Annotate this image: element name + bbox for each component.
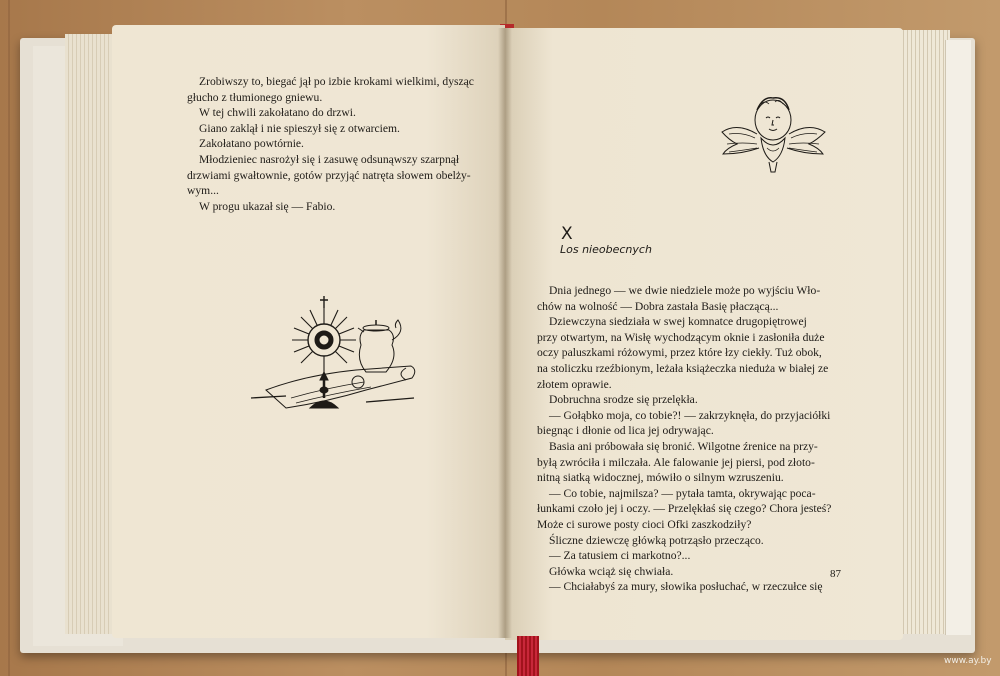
text-line: Zrobiwszy to, biegać jął po izbie krokami wielkimi, dysząc <box>199 75 474 88</box>
text-line: nitną siatką widocznej, mówiło o silnym wzruszeniu. <box>537 471 784 485</box>
text-line: wym... <box>187 184 219 198</box>
text-line: Główka wciąż się chwiała. <box>549 564 674 578</box>
left-page-text <box>187 74 474 214</box>
text-line: — Gołąbko moja, co tobie?! — zakrzyknęła, do przyjaciółki <box>549 408 831 422</box>
text-line: W progu ukazał się — Fabio. <box>199 199 336 213</box>
winged-cherub-illustration <box>717 92 829 178</box>
chapter-number: X <box>561 224 573 244</box>
text-line: drzwiami gwałtownie, gotów przyjąć natręta słowem obelży- <box>187 168 471 182</box>
text-line: Może ci surowe posty cioci Ofki zaszkodziły? <box>537 517 752 531</box>
text-line: Młodzieniec nasrożył się i zasuwę odsunąwszy szarpnął <box>199 152 460 166</box>
text-line: — Chciałabyś za mury, słowika posłuchać, w rzeczułce się <box>549 580 823 594</box>
book-gutter <box>498 28 512 638</box>
text-line: chów na wolność — Dobra zastała Basię płaczącą... <box>537 299 779 313</box>
text-line: głucho z tłumionego gniewu. <box>187 90 323 104</box>
text-line: złotem oprawie. <box>537 377 612 391</box>
text-line: Dobruchna srodze się przelękła. <box>549 393 698 407</box>
text-line: — Za tatusiem ci markotno?... <box>549 549 691 563</box>
watermark: www.ay.by <box>944 656 992 666</box>
text-line: oczy paluszkami różowymi, przez które łzy ciekły. Tuż obok, <box>537 346 822 360</box>
text-line: W tej chwili zakołatano do drzwi. <box>199 106 356 120</box>
text-line: — Co tobie, najmilsza? — pytała tamta, okrywając poca- <box>549 486 816 500</box>
table-seam <box>8 0 10 676</box>
text-line: biegnąc i dłonie od lica jej odrywając. <box>537 424 714 438</box>
page-number: 87 <box>830 568 841 580</box>
text-line: Dziewczyna siedziała w swej komnatce drugopiętrowej <box>549 315 807 329</box>
text-line: Śliczne dziewczę główką potrząsło przecząco. <box>549 533 764 547</box>
text-line: łunkami czoło jej i oczy. — Przelękłaś się czego? Chora jesteś? <box>537 502 832 516</box>
text-line: na stoliczku rzeźbionym, leżała książeczka nieduża w białej ze <box>537 361 829 375</box>
bookmark-ribbon <box>517 636 539 676</box>
text-line: przy otwartym, na Wisłę wychodzącym oknie i zasłoniła duże <box>537 330 825 344</box>
cover-board-edge <box>945 40 971 635</box>
text-line: Dnia jednego — we dwie niedziele może po wyjściu Wło- <box>549 284 821 297</box>
monstrance-ewer-scroll-illustration <box>246 290 421 420</box>
chapter-title: Los nieobecnych <box>560 243 652 256</box>
text-line: Basia ani próbowała się bronić. Wilgotne źrenice na przy- <box>549 439 818 453</box>
text-line: byłą zwróciła i milczała. Ale falowanie jej piersi, pod złoto- <box>537 455 815 469</box>
text-line: Zakołatano powtórnie. <box>199 137 304 151</box>
right-page-text <box>537 283 831 595</box>
text-line: Giano zaklął i nie spieszył się z otwarciem. <box>199 121 400 135</box>
